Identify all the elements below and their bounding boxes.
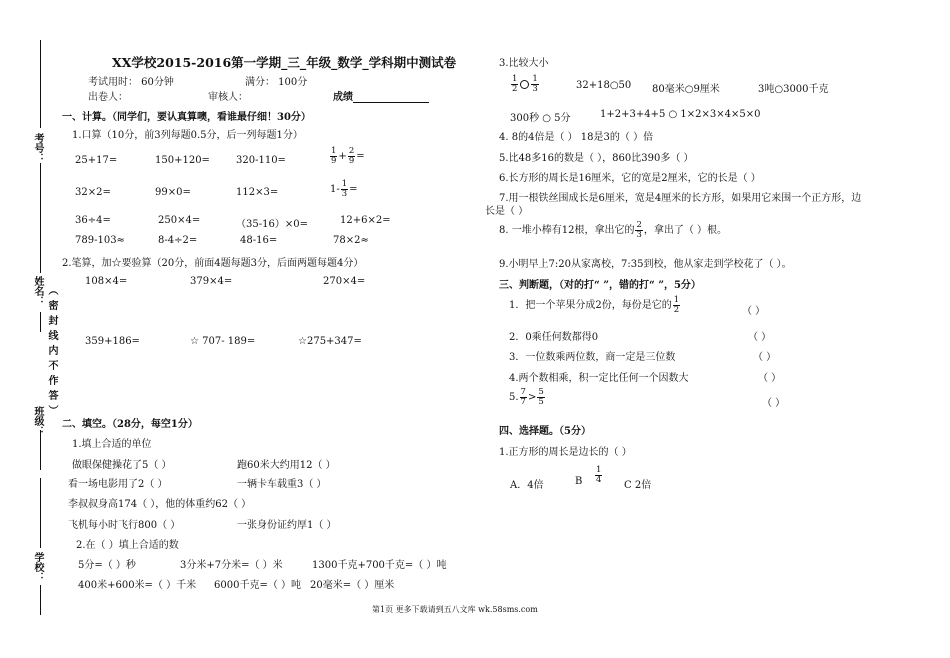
judge-item: 5. $\frac{7}{7}$ > $\frac{5}{5}$	[509, 387, 544, 407]
oral-item: 12+6×2=	[340, 215, 391, 226]
section2-q1: 1.填上合适的单位	[72, 439, 152, 450]
written-item: ☆275+347=	[298, 336, 362, 347]
compare-item: 80毫米○9厘米	[652, 84, 720, 95]
reviewer-label: 审核人：	[208, 92, 248, 103]
oral-item: 250×4=	[158, 215, 201, 226]
written-item: 359+186=	[85, 336, 140, 347]
exam-number-label: 考号：	[32, 133, 43, 163]
judge-bracket: （ ）	[753, 352, 777, 363]
oral-item: 25+17=	[75, 155, 118, 166]
oral-fraction-add: $\frac{1}{9}$ + $\frac{2}{9}$ =	[331, 146, 365, 166]
oral-item: （35-16）×0=	[236, 219, 308, 230]
judge-item: 4.两个数相乘，积一定比任何一个因数大	[509, 373, 689, 384]
written-item: 379×4=	[190, 276, 233, 287]
compare-item: 1+2+3+4+5 ○ 1×2×3×4×5×0	[600, 109, 761, 120]
judge-item: 1．把一个苹果分成2份，每份是它的 $\frac{1}{2}$	[509, 295, 680, 315]
choice-option-c: C 2倍	[624, 480, 652, 491]
seal-notice: （密封线内不作答）	[46, 285, 57, 420]
compare-item: 300秒 ○ 5分	[510, 113, 571, 124]
exam-title: XX学校2015-2016第一学期_三_年级_数学_学科期中测试卷	[112, 55, 457, 70]
compare-fractions: $\frac{1}{2}$ $\frac{1}{3}$	[512, 74, 538, 94]
right-q9: 9.小明早上7:20从家离校，7:35到校，他从家走到学校花了（ ）。	[499, 259, 792, 270]
number-fill-item: 6000千克=（ ）吨	[214, 580, 302, 591]
class-label: 班级：	[32, 406, 43, 436]
compare-circle	[520, 80, 529, 89]
right-q6: 6.长方形的周长是16厘米，它的宽是2厘米，它的长是（ ）	[499, 173, 761, 184]
section1-q1: 1.口算（10分，前3列每题0.5分，后一列每题1分）	[72, 130, 303, 141]
section1-title: 一、计算。（同学们，要认真算噢，看谁最仔细！30分）	[62, 112, 311, 123]
school-label: 学校：	[32, 552, 43, 582]
binding-line-6	[40, 585, 41, 615]
unit-fill-item: 一辆卡车载重3（ ）	[237, 479, 327, 490]
judge-bracket: （ ）	[742, 306, 766, 317]
written-item: ☆ 707- 189=	[190, 336, 256, 347]
section1-q2: 2.笔算，加☆要验算（20分，前面4题每题3分，后面两题每题4分）	[62, 258, 364, 269]
section4-title: 四、选择题。（5分）	[499, 426, 591, 437]
exam-time: 考试用时： 60分钟	[88, 77, 174, 88]
written-item: 108×4=	[85, 276, 128, 287]
number-fill-item: 5分=（ ）秒	[78, 560, 136, 571]
name-label: 姓名：	[32, 276, 43, 306]
unit-fill-item: 飞机每小时飞行800（ ）	[68, 520, 181, 531]
right-q5: 5.比48多16的数是（ ），860比390多（ ）	[499, 153, 694, 164]
binding-line-2	[40, 163, 41, 273]
oral-item: 99×0=	[155, 187, 191, 198]
oral-item: 789-103≈	[75, 235, 125, 246]
right-q3: 3.比较大小	[499, 58, 549, 69]
unit-fill-item: 一张身份证约厚1（ ）	[237, 520, 337, 531]
setter-label: 出卷人：	[88, 92, 128, 103]
judge-bracket: （ ）	[758, 373, 782, 384]
unit-fill-item: 李叔叔身高174（ ），他的体重约62（ ）	[68, 499, 252, 510]
right-q7-line1: 7.用一根铁丝围成长是6厘米，宽是4厘米的长方形，如果用它来围一个正方形，边	[499, 193, 862, 204]
right-q4: 4. 8的4倍是（ ） 18是3的（ ）倍	[499, 132, 654, 143]
choice-option-a: A．4倍	[510, 480, 544, 491]
written-item: 270×4=	[323, 276, 366, 287]
compare-item: 3吨○3000千克	[758, 84, 829, 95]
unit-fill-item: 看一场电影用了2（ ）	[68, 479, 168, 490]
full-score: 满分： 100分	[245, 77, 308, 88]
number-fill-item: 20毫米=（ ）厘米	[310, 580, 395, 591]
score-underline	[353, 101, 429, 103]
judge-item: 3．一位数乘两位数，商一定是三位数	[509, 352, 676, 363]
right-q7-line2: 长是（ ）	[485, 206, 529, 217]
choice-option-b-fraction: $\frac{1}{4}$	[596, 465, 602, 485]
judge-bracket: （ ）	[748, 332, 772, 343]
oral-item: 48-16=	[240, 235, 278, 246]
oral-item: 36÷4=	[75, 215, 111, 226]
score-label: 成绩	[333, 88, 429, 103]
unit-fill-item: 做眼保健操花了5（ ）	[72, 460, 172, 471]
binding-line-top	[40, 40, 41, 128]
section2-title: 二、填空。（28分，每空1分）	[62, 419, 198, 430]
section2-q2: 2.在（ ）填上合适的数	[76, 540, 179, 551]
oral-item: 8-4÷2=	[158, 235, 198, 246]
section3-title: 三、判断题，（对的打“ ”，错的打“ ”，5分）	[499, 280, 701, 291]
binding-line-3	[40, 312, 41, 332]
number-fill-item: 400米+600米=（ ）千米	[78, 580, 197, 591]
unit-fill-item: 跑60米大约用12（ ）	[237, 460, 336, 471]
right-q8: 8. 一堆小棒有12根，拿出它的 $\frac{2}{3}$ ，拿出了（ ）根。	[499, 220, 728, 240]
number-fill-item: 1300千克+700千克=（ ）吨	[312, 560, 447, 571]
choice-q1: 1.正方形的周长是边长的（ ）	[499, 447, 632, 458]
binding-line-5	[40, 478, 41, 548]
oral-item: 32×2=	[75, 187, 111, 198]
oral-fraction-sub: 1- $\frac{1}{3}$ =	[330, 179, 358, 199]
choice-option-b: B	[575, 476, 583, 487]
oral-item: 320-110=	[236, 155, 286, 166]
judge-bracket: （ ）	[762, 398, 786, 409]
number-fill-item: 3分米+7分米=（ ）米	[180, 560, 283, 571]
oral-item: 112×3=	[236, 187, 279, 198]
page-footer: 第1页 更多下载请到五八文库 wk.58sms.com	[372, 605, 538, 614]
judge-item: 2．0乘任何数都得0	[509, 332, 599, 343]
binding-line-4	[40, 430, 41, 470]
compare-item: 32+18○50	[576, 80, 632, 91]
oral-item: 150+120=	[155, 155, 210, 166]
oral-item: 78×2≈	[333, 235, 369, 246]
